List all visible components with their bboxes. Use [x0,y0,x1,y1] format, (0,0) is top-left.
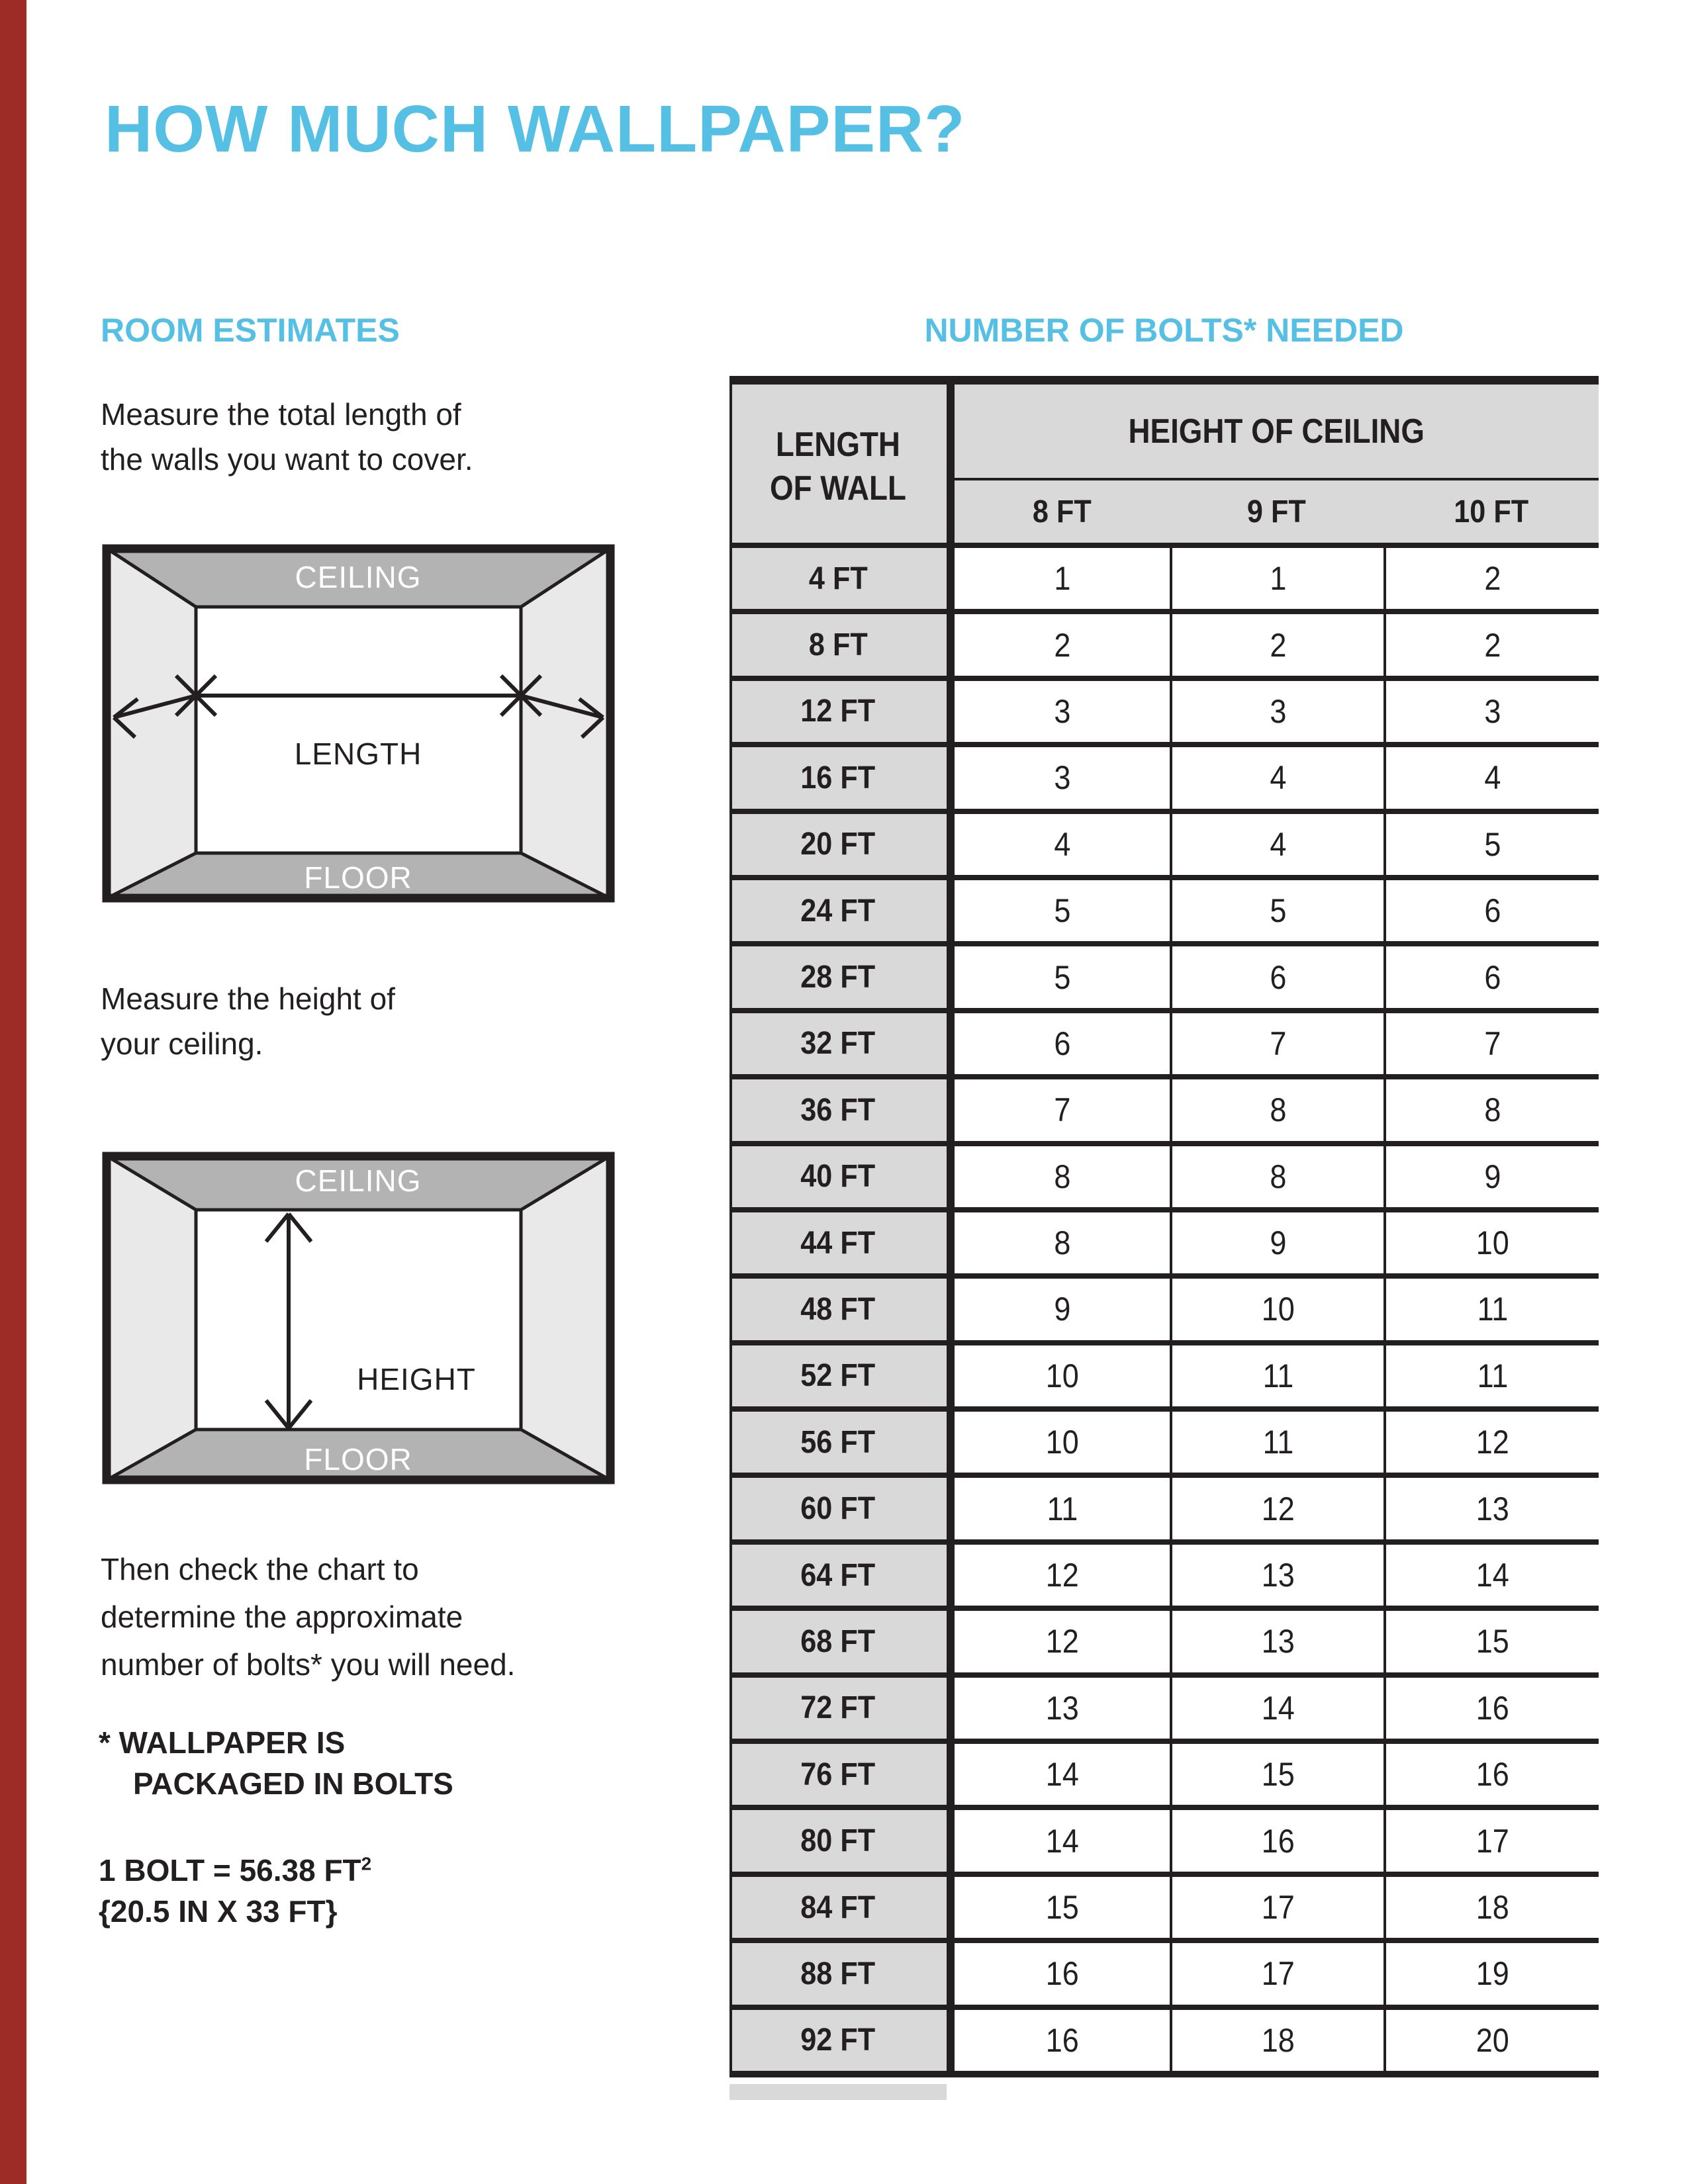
bolts-10ft-cell [1383,1810,1599,1871]
column-header-9ft [1170,480,1383,543]
bolts-8ft-cell [955,548,1170,609]
table-row [729,814,1599,880]
cell-text: 4 FT [808,561,868,596]
table-row [729,1810,1599,1876]
back-wall [196,607,521,853]
cell-text: 14 [1045,1822,1079,1860]
floor-label: FLOOR [304,1442,412,1477]
cell-text: 13 [1476,1490,1509,1527]
ceiling-label: CEILING [295,1163,422,1198]
wall-length-cell [729,1212,955,1273]
text-line: your ceiling. [101,1026,263,1061]
instruction-measure-height [101,976,395,1066]
wall-length-cell [729,814,955,875]
page-title: HOW MUCH WALLPAPER? [105,92,966,166]
wall-length-cell [729,1943,955,2004]
cell-text: 18 [1476,1889,1509,1926]
cell-text: 64 FT [800,1557,876,1593]
cell-text: 1 [1053,560,1071,598]
bolts-9ft-cell [1170,1611,1383,1672]
bolts-8ft-cell [955,1013,1170,1074]
cell-text: 9 [1269,1224,1287,1262]
bolts-10ft-cell [1383,1611,1599,1672]
text-line: Measure the total length of [101,397,461,432]
room-diagram-height [102,1152,615,1484]
cell-text: 92 FT [800,2023,876,2058]
bolt-size-note [99,1850,371,1932]
text-line: {20.5 IN X 33 FT} [99,1894,338,1929]
cell-text: 16 FT [800,760,876,796]
cell-text: 16 [1045,2021,1079,2059]
header-text: OF WALL [770,469,906,508]
table-row [729,1478,1599,1544]
bolts-9ft-cell [1170,1212,1383,1273]
cell-text: 16 [1045,1955,1079,1993]
table-row [729,681,1599,747]
cell-text: 7 [1269,1024,1287,1062]
text-line: Measure the height of [101,981,395,1016]
cell-text: 13 [1261,1557,1295,1594]
cell-text: 5 [1269,892,1287,930]
bolts-9ft-cell [1170,747,1383,808]
cell-text: 18 [1261,2021,1295,2059]
bolts-9ft-cell [1170,880,1383,941]
bolts-9ft-cell [1170,1146,1383,1207]
cell-text: 2 [1269,626,1287,664]
cell-text: 19 [1476,1955,1509,1993]
wall-length-cell [729,946,955,1007]
bolts-9ft-cell [1170,1478,1383,1539]
ceiling-label: CEILING [295,560,422,594]
label-column-stub [729,2084,947,2100]
cell-text: 48 FT [800,1291,876,1327]
table-row [729,1345,1599,1412]
wall-length-cell [729,2010,955,2071]
cell-text: 8 [1269,1158,1287,1195]
wallpaper-bolts-footnote [99,1722,453,1804]
cell-text: 4 [1269,759,1287,797]
bolts-8ft-cell [955,1212,1170,1273]
bolts-8ft-cell [955,1943,1170,2004]
cell-text: 68 FT [800,1623,876,1659]
cell-text: 12 [1045,1557,1079,1594]
cell-text: 32 FT [800,1026,876,1062]
cell-text: 3 [1053,759,1071,797]
cell-text: 8 [1053,1224,1071,1262]
table-row [729,1877,1599,1943]
cell-text: 6 [1269,958,1287,996]
wall-length-cell [729,1478,955,1539]
table-row [729,1545,1599,1611]
cell-text: 12 [1476,1424,1509,1461]
header-text: 8 FT [1033,494,1092,529]
header-text: LENGTH [775,425,901,464]
cell-text: 16 [1476,1756,1509,1794]
bolts-10ft-cell [1383,681,1599,742]
superscript-2: 2 [361,1853,372,1874]
bolts-8ft-cell [955,681,1170,742]
cell-text: 2 [1483,626,1501,664]
text-line: number of bolts* you will need. [101,1647,516,1682]
cell-text: 11 [1262,1424,1293,1461]
bolts-8ft-cell [955,1478,1170,1539]
cell-text: 12 [1261,1490,1295,1527]
bolts-9ft-cell [1170,548,1383,609]
cell-text: 9 [1053,1291,1071,1328]
bolts-8ft-cell [955,1146,1170,1207]
cell-text: 7 [1483,1024,1501,1062]
text-line: Then check the chart to [101,1552,419,1586]
bolts-8ft-cell [955,1279,1170,1340]
cell-text: 1 [1269,560,1287,598]
bolts-10ft-cell [1383,1079,1599,1140]
bolts-8ft-cell [955,1079,1170,1140]
cell-text: 7 [1053,1091,1071,1129]
bolts-10ft-cell [1383,548,1599,609]
bolts-10ft-cell [1383,1146,1599,1207]
bolts-9ft-cell [1170,1943,1383,2004]
cell-text: 72 FT [800,1690,876,1726]
bolts-10ft-cell [1383,1943,1599,2004]
bolts-9ft-cell [1170,1810,1383,1871]
cell-text: 24 FT [800,893,876,929]
text-line: PACKAGED IN BOLTS [133,1766,453,1801]
cell-text: 3 [1269,692,1287,730]
bolts-9ft-cell [1170,1545,1383,1606]
wall-length-cell [729,1545,955,1606]
table-row [729,548,1599,614]
bolts-9ft-cell [1170,1079,1383,1140]
cell-text: 8 [1053,1158,1071,1195]
bolts-9ft-cell [1170,946,1383,1007]
cell-text: 11 [1047,1490,1078,1527]
bolts-10ft-cell [1383,1678,1599,1739]
bolts-9ft-cell [1170,1345,1383,1406]
bolts-9ft-cell [1170,1013,1383,1074]
bolts-10ft-cell [1383,1212,1599,1273]
cell-text: 6 [1053,1024,1071,1062]
bolts-8ft-cell [955,614,1170,675]
cell-text: 4 [1053,825,1071,863]
bolts-9ft-cell [1170,2010,1383,2071]
cell-text: 12 [1045,1623,1079,1661]
table-row [729,1943,1599,2009]
wall-length-cell [729,548,955,609]
table-row [729,1013,1599,1079]
column-header-8ft [955,480,1170,543]
cell-text: 5 [1483,825,1501,863]
cell-text: 6 [1483,958,1501,996]
bolts-8ft-cell [955,1545,1170,1606]
wall-length-cell [729,747,955,808]
cell-text: 4 [1483,759,1501,797]
table-row [729,1744,1599,1810]
cell-text: 16 [1476,1689,1509,1727]
bolts-9ft-cell [1170,1678,1383,1739]
wall-length-cell [729,1611,955,1672]
room-diagram-length [102,544,615,903]
text-line: the walls you want to cover. [101,442,473,477]
bolts-10ft-cell [1383,1877,1599,1938]
bolt-equation: 1 BOLT = 56.38 FT [99,1853,361,1888]
table-row [729,1412,1599,1478]
cell-text: 4 [1269,825,1287,863]
cell-text: 40 FT [800,1159,876,1195]
ceiling-height-columns [955,480,1599,543]
height-of-ceiling-header [955,385,1599,478]
height-label: HEIGHT [357,1362,476,1396]
bolts-9ft-cell [1170,1279,1383,1340]
cell-text: 9 [1483,1158,1501,1195]
instruction-measure-length [101,392,473,482]
bolts-8ft-cell [955,1810,1170,1871]
table-row [729,1212,1599,1279]
wall-length-cell [729,614,955,675]
bolts-10ft-cell [1383,1345,1599,1406]
cell-text: 15 [1476,1623,1509,1661]
room-estimates-heading: ROOM ESTIMATES [101,312,400,349]
bolts-10ft-cell [1383,1744,1599,1805]
bolts-8ft-cell [955,2010,1170,2071]
table-body [729,548,1599,2077]
header-bottom-rule [729,543,1599,548]
length-of-wall-header [729,385,955,548]
cell-text: 10 [1261,1291,1295,1328]
cell-text: 80 FT [800,1823,876,1859]
bolts-8ft-cell [955,880,1170,941]
cell-text: 5 [1053,958,1071,996]
header-text: 10 FT [1454,494,1528,529]
cell-text: 20 FT [800,827,876,862]
text-line: * WALLPAPER IS [99,1725,346,1760]
bolts-8ft-cell [955,747,1170,808]
table-row [729,1279,1599,1345]
cell-text: 6 [1483,892,1501,930]
bolts-10ft-cell [1383,1478,1599,1539]
cell-text: 11 [1477,1357,1508,1394]
bolts-10ft-cell [1383,2010,1599,2071]
bolts-10ft-cell [1383,614,1599,675]
cell-text: 2 [1053,626,1071,664]
cell-text: 15 [1045,1889,1079,1926]
cell-text: 36 FT [800,1092,876,1128]
table-row [729,2010,1599,2077]
table-row [729,614,1599,680]
table-row [729,1146,1599,1212]
bolts-9ft-cell [1170,814,1383,875]
cell-text: 84 FT [800,1889,876,1925]
cell-text: 15 [1261,1756,1295,1794]
length-label: LENGTH [294,737,422,771]
cell-text: 10 [1045,1357,1079,1394]
cell-text: 8 [1483,1091,1501,1129]
table-row [729,1079,1599,1146]
bolts-10ft-cell [1383,880,1599,941]
cell-text: 17 [1261,1889,1295,1926]
bolts-8ft-cell [955,814,1170,875]
cell-text: 2 [1483,560,1501,598]
cell-text: 44 FT [800,1225,876,1261]
page-edge-bar [0,0,26,2184]
wall-length-cell [729,1279,955,1340]
cell-text: 14 [1261,1689,1295,1727]
cell-text: 56 FT [800,1424,876,1460]
instruction-check-chart [101,1545,515,1688]
header-text: 9 FT [1247,494,1306,529]
cell-text: 13 [1261,1623,1295,1661]
header-text: HEIGHT OF CEILING [1128,412,1425,451]
bolts-10ft-cell [1383,1279,1599,1340]
cell-text: 60 FT [800,1491,876,1527]
cell-text: 88 FT [800,1956,876,1991]
cell-text: 12 FT [800,694,876,729]
cell-text: 8 [1269,1091,1287,1129]
bolts-8ft-cell [955,1412,1170,1473]
bolts-10ft-cell [1383,946,1599,1007]
wall-length-cell [729,681,955,742]
bolts-9ft-cell [1170,1877,1383,1938]
table-row [729,1611,1599,1677]
back-wall [196,1210,521,1430]
cell-text: 3 [1053,692,1071,730]
table-top-rule [729,376,1599,385]
table-left-rule [729,385,732,2077]
wall-length-cell [729,1744,955,1805]
bolts-10ft-cell [1383,814,1599,875]
bolts-10ft-cell [1383,1412,1599,1473]
wall-length-cell [729,1877,955,1938]
wall-length-cell [729,1412,955,1473]
room-perspective-drawing [102,1152,615,1484]
cell-text: 14 [1476,1557,1509,1594]
table-row [729,880,1599,946]
wall-length-cell [729,1810,955,1871]
bolts-9ft-cell [1170,614,1383,675]
bolts-8ft-cell [955,1744,1170,1805]
wall-length-cell [729,880,955,941]
bolts-9ft-cell [1170,1744,1383,1805]
cell-text: 11 [1477,1291,1508,1328]
wall-length-cell [729,1013,955,1074]
wall-length-cell [729,1345,955,1406]
bolts-10ft-cell [1383,1013,1599,1074]
bolts-8ft-cell [955,1678,1170,1739]
cell-text: 17 [1476,1822,1509,1860]
cell-text: 10 [1476,1224,1509,1262]
cell-text: 28 FT [800,960,876,995]
bolts-needed-heading: NUMBER OF BOLTS* NEEDED [924,312,1404,349]
bolts-10ft-cell [1383,1545,1599,1606]
cell-text: 5 [1053,892,1071,930]
bolts-needed-table [729,376,1599,2100]
cell-text: 76 FT [800,1756,876,1792]
bolts-8ft-cell [955,1345,1170,1406]
text-line [99,1850,371,1891]
wall-length-cell [729,1678,955,1739]
table-row [729,946,1599,1013]
cell-text: 16 [1261,1822,1295,1860]
text-line: determine the approximate [101,1600,463,1634]
cell-text: 10 [1045,1424,1079,1461]
cell-text: 3 [1483,692,1501,730]
cell-text: 52 FT [800,1358,876,1394]
cell-text: 11 [1262,1357,1293,1394]
bolts-9ft-cell [1170,681,1383,742]
cell-text: 13 [1045,1689,1079,1727]
table-row [729,1678,1599,1744]
bolts-8ft-cell [955,1611,1170,1672]
room-perspective-drawing [102,544,615,903]
wall-length-cell [729,1079,955,1140]
table-row [729,747,1599,813]
wall-length-cell [729,1146,955,1207]
cell-text: 17 [1261,1955,1295,1993]
bolts-8ft-cell [955,946,1170,1007]
bolts-9ft-cell [1170,1412,1383,1473]
cell-text: 20 [1476,2021,1509,2059]
column-header-10ft [1383,480,1599,543]
cell-text: 14 [1045,1756,1079,1794]
floor-label: FLOOR [304,860,412,895]
cell-text: 8 FT [808,627,868,663]
bolts-8ft-cell [955,1877,1170,1938]
bolts-10ft-cell [1383,747,1599,808]
